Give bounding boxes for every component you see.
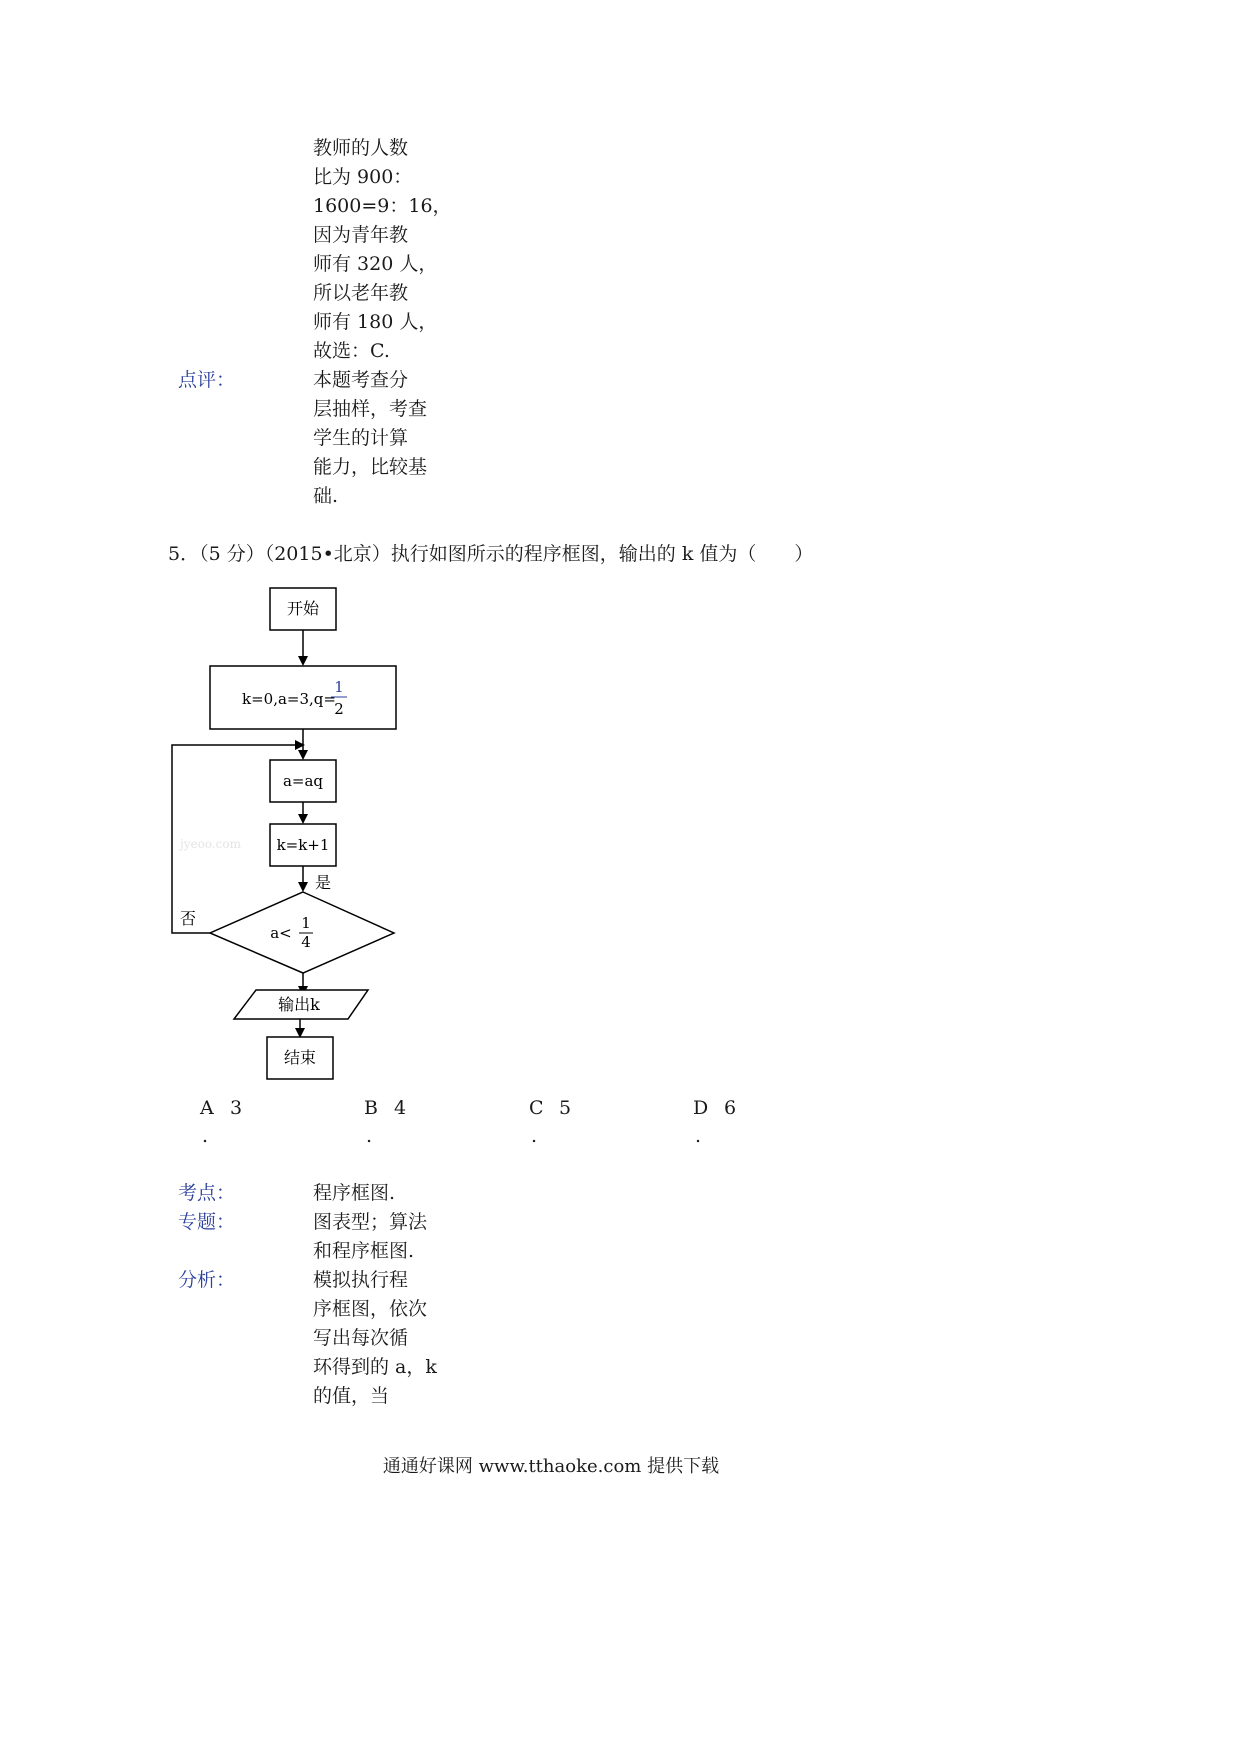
solution-line: 师有 320 人， xyxy=(313,253,438,275)
fenxi-line: 环得到的 a，k xyxy=(313,1356,437,1378)
end-label: 结束 xyxy=(283,1048,317,1067)
solution-line: 所以老年教 xyxy=(313,282,409,304)
comment-line: 础. xyxy=(313,485,339,507)
option-dot: . xyxy=(695,1125,702,1147)
option-value: 5 xyxy=(559,1097,572,1119)
fenxi-line: 写出每次循 xyxy=(313,1327,409,1349)
kaodian-text: 程序框图. xyxy=(313,1182,396,1204)
condition-label: a< xyxy=(270,924,292,942)
option-dot: . xyxy=(202,1125,209,1147)
comment-line: 能力，比较基 xyxy=(313,456,428,478)
option-letter: D xyxy=(693,1097,709,1119)
no-label: 否 xyxy=(180,909,197,928)
condition-fraction-den: 4 xyxy=(301,933,311,951)
solution-line: 教师的人数 xyxy=(313,137,409,159)
fenxi-label: 分析： xyxy=(178,1269,236,1291)
option-letter: C xyxy=(529,1097,544,1119)
step-aq-label: a=aq xyxy=(282,772,324,790)
option-letter: A xyxy=(200,1097,214,1119)
solution-line: 故选：C. xyxy=(313,340,390,362)
comment-line: 层抽样，考查 xyxy=(313,398,428,420)
comment-line: 学生的计算 xyxy=(313,427,409,449)
footer-text: 通通好课网 www.tthaoke.com 提供下载 xyxy=(382,1456,720,1477)
fenxi-line: 的值，当 xyxy=(313,1385,390,1407)
yes-label: 是 xyxy=(315,873,332,892)
condition-fraction-num: 1 xyxy=(301,914,311,932)
fenxi-line: 序框图，依次 xyxy=(313,1298,428,1320)
init-fraction-num: 1 xyxy=(334,678,344,696)
option-letter: B xyxy=(364,1097,378,1119)
step-k-label: k=k+1 xyxy=(276,836,330,854)
option-value: 6 xyxy=(724,1097,737,1119)
zhuanti-label: 专题： xyxy=(178,1211,236,1233)
option-dot: . xyxy=(531,1125,538,1147)
init-label: k=0,a=3,q= xyxy=(242,690,336,708)
comment-line: 本题考查分 xyxy=(313,369,409,391)
flowchart xyxy=(160,580,460,1090)
option-value: 3 xyxy=(230,1097,243,1119)
question-text: 5．（5 分）（2015•北京）执行如图所示的程序框图，输出的 k 值为（ ） xyxy=(168,543,814,565)
start-label: 开始 xyxy=(286,599,320,618)
solution-line: 比为 900： xyxy=(313,166,413,188)
output-label: 输出k xyxy=(278,995,320,1014)
option-dot: . xyxy=(366,1125,373,1147)
fenxi-line: 模拟执行程 xyxy=(313,1269,409,1291)
option-value: 4 xyxy=(394,1097,407,1119)
kaodian-label: 考点： xyxy=(178,1182,236,1204)
zhuanti-line: 和程序框图. xyxy=(313,1240,415,1262)
init-fraction-den: 2 xyxy=(334,700,344,718)
solution-line: 因为青年教 xyxy=(313,224,409,246)
solution-line: 1600=9：16， xyxy=(313,195,452,217)
comment-label: 点评： xyxy=(178,369,236,391)
zhuanti-line: 图表型；算法 xyxy=(313,1211,428,1233)
watermark: jyeoo.com xyxy=(180,837,241,851)
solution-line: 师有 180 人， xyxy=(313,311,438,333)
